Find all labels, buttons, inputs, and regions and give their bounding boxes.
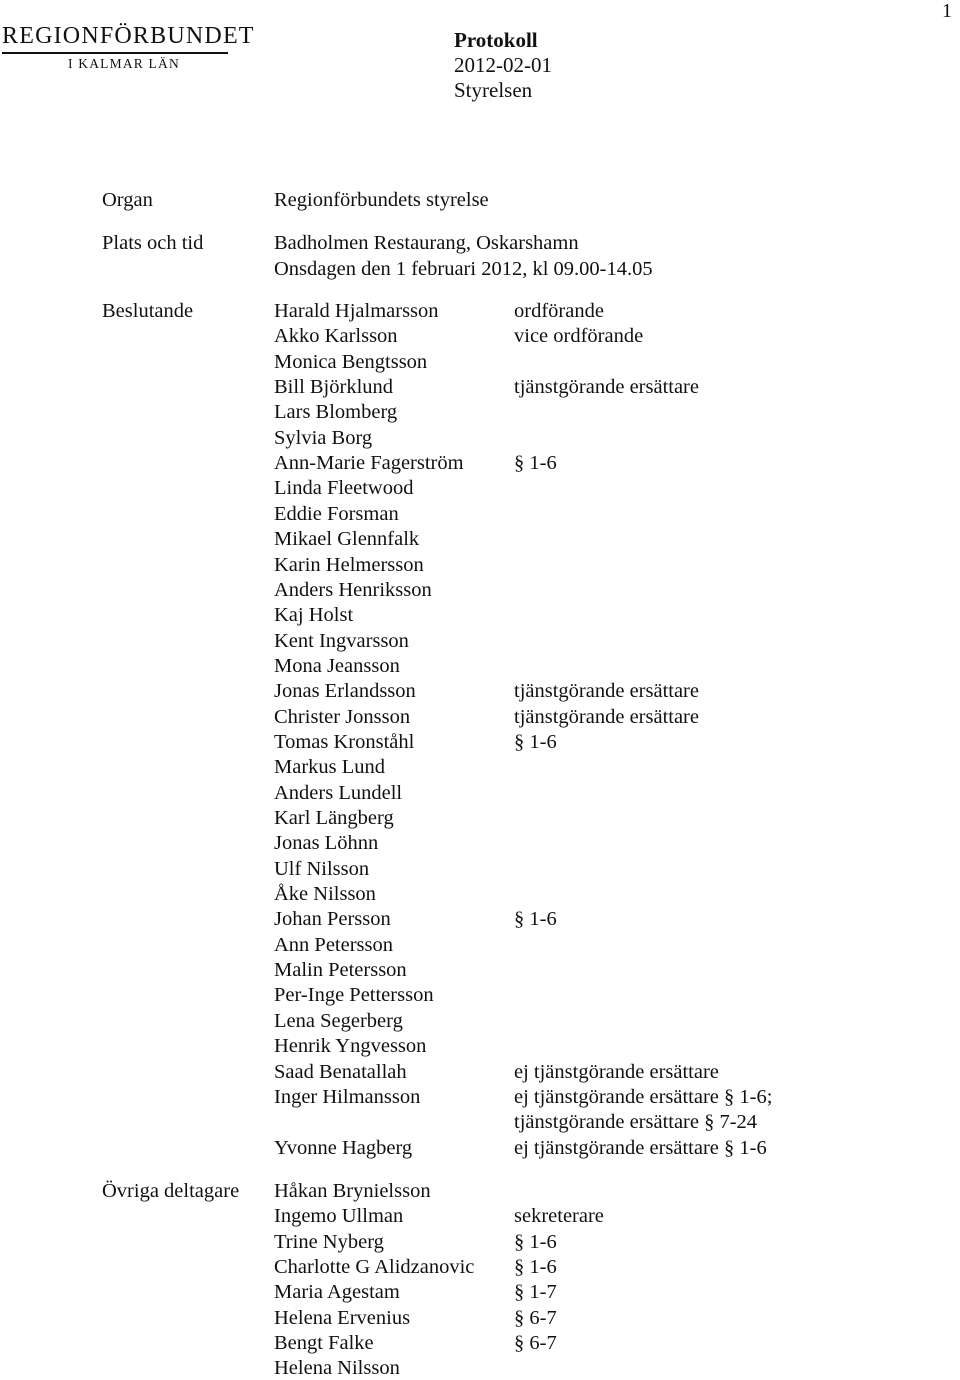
participant-name: Ingemo Ullman <box>274 1205 404 1228</box>
participant-role: § 1-7 <box>514 1281 557 1304</box>
participant-name: Henrik Yngvesson <box>274 1035 427 1058</box>
participant-name: Sylvia Borg <box>274 426 373 449</box>
participant-role: sekreterare <box>514 1205 604 1228</box>
participant-name: Linda Fleetwood <box>274 477 414 500</box>
participant-role: § 1-6 <box>514 730 557 753</box>
participant-role: § 1-6 <box>514 452 557 475</box>
participant-name: Ann-Marie Fagerström <box>274 452 464 475</box>
participant-name: Lena Segerberg <box>274 1009 403 1032</box>
participant-name: Harald Hjalmarsson <box>274 300 439 322</box>
participant-role: ej tjänstgörande ersättare § 1-6; <box>514 1085 773 1108</box>
participant-name: Eddie Forsman <box>274 502 399 525</box>
participant-name: Charlotte G Alidzanovic <box>274 1256 475 1279</box>
meeting-date: 2012-02-01 <box>454 53 552 77</box>
participant-name: Helena Ervenius <box>274 1306 411 1329</box>
participant-name: Ann Petersson <box>274 933 394 956</box>
participant-role: vice ordförande <box>514 325 644 348</box>
participant-role: § 1-6 <box>514 1256 557 1279</box>
participant-name: Saad Benatallah <box>274 1060 407 1083</box>
participant-name: Per-Inge Pettersson <box>274 984 434 1007</box>
participant-name: Bill Björklund <box>274 376 394 399</box>
logo-rule <box>2 52 228 54</box>
participant-name: Jonas Erlandsson <box>274 680 416 703</box>
participant-name: Yvonne Hagberg <box>274 1136 413 1159</box>
place-label: Plats och tid <box>102 232 204 254</box>
participant-role: § 6-7 <box>514 1306 557 1329</box>
participant-name: Akko Karlsson <box>274 325 398 348</box>
participant-role: ej tjänstgörande ersättare <box>514 1060 719 1083</box>
participant-role: § 1-6 <box>514 1230 557 1253</box>
participant-role: tjänstgörande ersättare <box>514 680 699 703</box>
document-header <box>454 28 552 103</box>
logo-subtitle: I KALMAR LÄN <box>68 56 180 71</box>
participant-role: tjänstgörande ersättare <box>514 376 699 399</box>
participant-name: Helena Nilsson <box>274 1357 400 1380</box>
participant-name: Markus Lund <box>274 756 386 779</box>
participant-name: Anders Lundell <box>274 781 403 804</box>
place-line2: Onsdagen den 1 februari 2012, kl 09.00-14.05 <box>274 258 653 280</box>
participant-name: Håkan Brynielsson <box>274 1180 431 1202</box>
participant-name: Monica Bengtsson <box>274 350 428 373</box>
participant-name: Kaj Holst <box>274 604 354 627</box>
participant-role: ordförande <box>514 300 604 322</box>
participant-name: Bengt Falke <box>274 1332 374 1355</box>
participant-name: Jonas Löhnn <box>274 832 379 855</box>
participant-name: Lars Blomberg <box>274 401 398 424</box>
organization-logo <box>2 23 255 72</box>
participant-name: Mikael Glennfalk <box>274 528 420 551</box>
participant-name: Mona Jeansson <box>274 654 400 677</box>
participant-name: Karl Längberg <box>274 807 394 829</box>
other-participants-label: Övriga deltagare <box>102 1180 240 1202</box>
meeting-body: Styrelsen <box>454 78 533 102</box>
participant-role: § 1-6 <box>514 908 557 931</box>
participant-name: Inger Hilmansson <box>274 1085 421 1108</box>
participant-name: Tomas Kronståhl <box>274 730 415 753</box>
document-type: Protokoll <box>454 28 538 52</box>
participant-role: § 6-7 <box>514 1332 557 1355</box>
place-line1: Badholmen Restaurang, Oskarshamn <box>274 232 579 254</box>
participant-name: Kent Ingvarsson <box>274 629 409 652</box>
participant-name: Malin Petersson <box>274 959 407 982</box>
participant-name: Åke Nilsson <box>274 883 376 906</box>
page-number: 1 <box>942 0 952 22</box>
participant-role: ej tjänstgörande ersättare § 1-6 <box>514 1136 767 1159</box>
decision-makers-label: Beslutande <box>102 300 194 322</box>
participant-name: Maria Agestam <box>274 1281 400 1304</box>
participant-name: Anders Henriksson <box>274 578 432 601</box>
participant-name: Karin Helmersson <box>274 553 424 576</box>
organ-label: Organ <box>102 189 153 211</box>
organ-value: Regionförbundets styrelse <box>274 189 489 211</box>
participant-role: tjänstgörande ersättare <box>514 705 699 728</box>
participant-name: Trine Nyberg <box>274 1230 384 1253</box>
participant-name: Christer Jonsson <box>274 705 411 728</box>
participant-name: Ulf Nilsson <box>274 857 370 880</box>
participant-name: Johan Persson <box>274 908 391 931</box>
participant-role: tjänstgörande ersättare § 7-24 <box>514 1111 758 1134</box>
logo-wordmark: REGIONFÖRBUNDET <box>2 23 255 49</box>
